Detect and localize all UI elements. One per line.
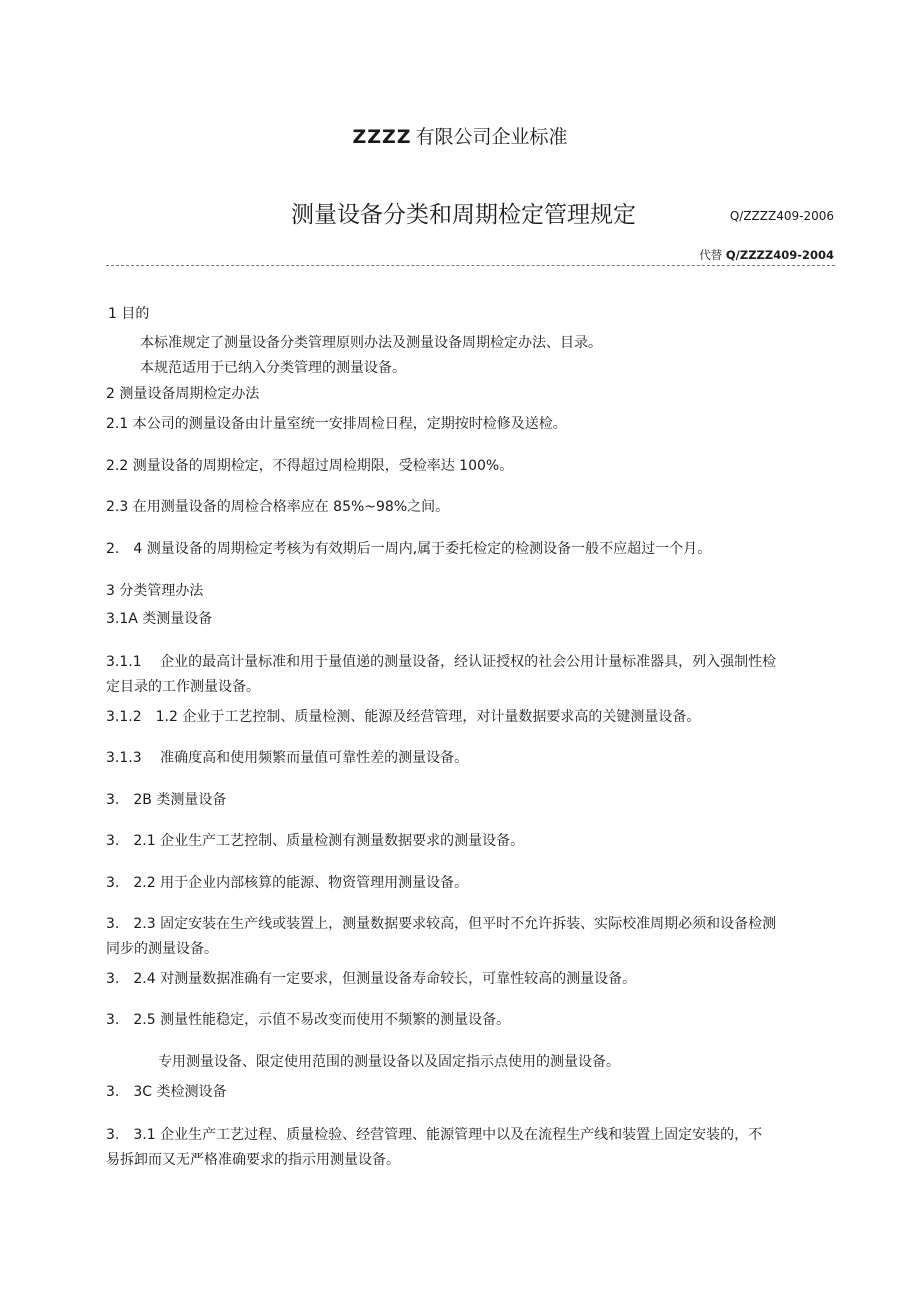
clause-2-4: 2. 4 测量设备的周期检定考核为有效期后一周内,属于委托检定的检测设备一般不应超过一个月。 [106, 541, 712, 557]
clause-3-3-1-continued: 易拆卸而又无严格准确要求的指示用测量设备。 [106, 1152, 400, 1168]
section-heading-classification: 3 分类管理办法 [106, 583, 204, 599]
body-paragraph: 专用测量设备、限定使用范围的测量设备以及固定指示点使用的测量设备。 [158, 1054, 620, 1070]
subsection-class-b: 3. 2B 类测量设备 [106, 792, 227, 808]
clause-3-2-2: 3. 2.2 用于企业内部核算的能源、物资管理用测量设备。 [106, 875, 469, 891]
clause-3-2-5: 3. 2.5 测量性能稳定，示值不易改变而使用不频繁的测量设备。 [106, 1012, 511, 1028]
company-brand: ZZZZ [352, 126, 412, 148]
clause-3-3-1: 3. 3.1 企业生产工艺过程、质量检验、经营管理、能源管理中以及在流程生产线和装置上固定安装的，不 [106, 1127, 763, 1143]
subsection-class-c: 3. 3C 类检测设备 [106, 1084, 227, 1100]
document-code: Q/ZZZZ409-2006 [729, 209, 834, 223]
subsection-class-a: 3.1A 类测量设备 [106, 611, 213, 627]
replaces-code: Q/ZZZZ409-2004 [725, 248, 834, 262]
document-title: 测量设备分类和周期检定管理规定 [291, 202, 636, 228]
replaces-prefix: 代替 [699, 248, 723, 262]
section-heading-periodic-verification: 2 测量设备周期检定办法 [106, 386, 260, 402]
clause-3-2-3: 3. 2.3 固定安装在生产线或装置上，测量数据要求较高，但平时不允许拆装、实际校准周期必须和设备检测 [106, 916, 777, 932]
body-paragraph: 本规范适用于已纳入分类管理的测量设备。 [140, 360, 406, 376]
clause-2-2: 2.2 测量设备的周期检定，不得超过周检期限，受检率达 100%。 [106, 458, 514, 474]
section-heading-purpose: 1 目的 [108, 306, 150, 322]
clause-3-2-4: 3. 2.4 对测量数据准确有一定要求，但测量设备寿命较长，可靠性较高的测量设备。 [106, 971, 637, 987]
clause-3-1-3: 3.1.3 准确度高和使用频繁而量值可靠性差的测量设备。 [106, 750, 469, 766]
clause-3-1-1-continued: 定目录的工作测量设备。 [106, 679, 260, 695]
clause-3-2-3-continued: 同步的测量设备。 [106, 941, 218, 957]
clause-2-1: 2.1 本公司的测量设备由计量室统一安排周检日程，定期按时检修及送检。 [106, 416, 567, 432]
clause-3-2-1: 3. 2.1 企业生产工艺控制、质量检测有测量数据要求的测量设备。 [106, 833, 525, 849]
clause-3-1-1: 3.1.1 企业的最高计量标准和用于量值递的测量设备，经认证授权的社会公用计量标准器具，列入强制性检 [106, 654, 777, 670]
clause-3-1-2: 3.1.2 1.2 企业于工艺控制、质量检测、能源及经营管理，对计量数据要求高的关键测量设备。 [106, 709, 701, 725]
clause-2-3: 2.3 在用测量设备的周检合格率应在 85%~98%之间。 [106, 499, 450, 515]
company-title-suffix: 有限公司企业标准 [415, 126, 568, 148]
body-paragraph: 本标准规定了测量设备分类管理原则办法及测量设备周期检定办法、目录。 [140, 335, 602, 351]
